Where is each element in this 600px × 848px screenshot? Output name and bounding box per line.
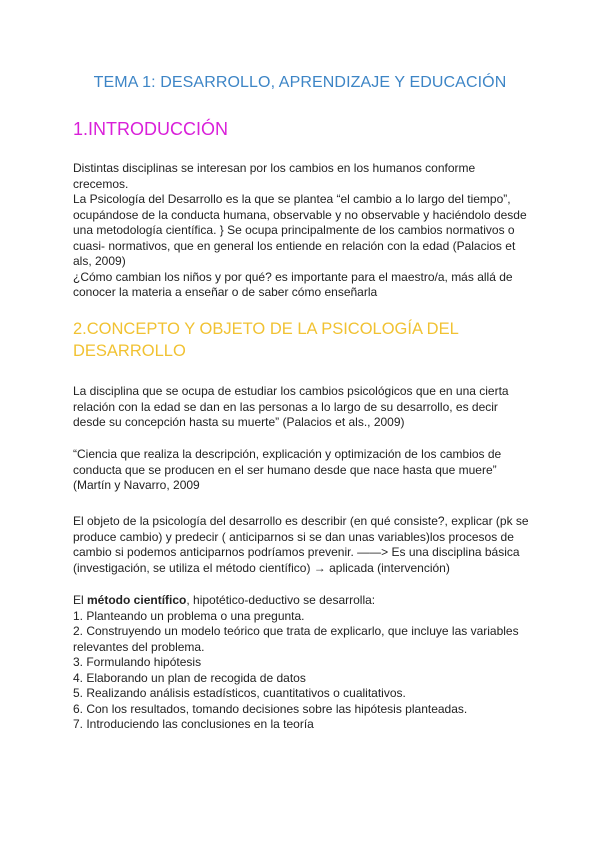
- list-item: 5. Realizando análisis estadísticos, cuantitativos o cualitativos.: [73, 686, 406, 700]
- document-title: TEMA 1: DESARROLLO, APRENDIZAJE Y EDUCACIÓN: [93, 74, 507, 91]
- section-heading-concepto: 2.CONCEPTO Y OBJETO DE LA PSICOLOGÍA DEL DESARROLLO: [73, 320, 459, 360]
- introduction-text: [73, 161, 533, 301]
- paragraph: “Ciencia que realiza la descripción, explicación y optimización de los cambios de conducta que se producen en el ser humano desde que nace hasta que muere” (Martín y Navarro, 2009: [73, 447, 502, 492]
- section-heading-introduccion: 1.INTRODUCCIÓN: [73, 119, 229, 139]
- method-intro-bold: método científico: [87, 593, 187, 607]
- list-item: 2. Construyendo un modelo teórico que trata de explicarlo, que incluye las variables relevantes del problema.: [73, 624, 519, 654]
- scientific-method-section: [73, 593, 533, 733]
- paragraph: Distintas disciplinas se interesan por los cambios en los humanos conforme crecemos.: [73, 161, 476, 191]
- quote-paragraph: [73, 447, 533, 494]
- paragraph: ¿Cómo cambian los niños y por qué? es importante para el maestro/a, más allá de conocer la materia a enseñar o de saber cómo enseñarla: [73, 269, 513, 299]
- list-item: 4. Elaborando un plan de recogida de datos: [73, 670, 306, 685]
- list-item: 1. Planteando un problema o una pregunta.: [73, 608, 305, 623]
- paragraph: La Psicología del Desarrollo es la que se plantea “el cambio a lo largo del tiempo”, ocupándose de la conducta humana, observable y no observable y haciéndolo desde una metodología científica. } Se ocupa principalmente de los cambios normativos o cuasi- normativos, que en general los entiende en relación con la edad (Palacios et als, 2009): [73, 192, 527, 268]
- object-paragraph: [73, 514, 533, 576]
- definition-paragraph: [73, 384, 533, 431]
- method-intro-post: , hipotético-deductivo se desarrolla:: [186, 593, 376, 607]
- method-steps-list: [73, 609, 533, 733]
- paragraph: La disciplina que se ocupa de estudiar los cambios psicológicos que en una cierta relación con la edad se dan en las personas a lo largo de su desarrollo, es decir desde su concepción hasta su muerte” (Palacios et als., 2009): [73, 384, 509, 429]
- paragraph: El objeto de la psicología del desarrollo es describir (en qué consiste?, explicar (pk se produce cambio) y predecir ( anticiparnos si se dan unas variables)los procesos de cambio si podemos anticiparnos podríamos prevenir. ——> Es una disciplina básica (investigación, se utiliza el método científico) → aplicada (intervención): [73, 514, 529, 575]
- list-item: 3. Formulando hipótesis: [73, 655, 202, 669]
- list-item: 6. Con los resultados, tomando decisiones sobre las hipótesis planteadas.: [73, 701, 468, 716]
- method-intro-pre: El: [73, 593, 88, 607]
- list-item: 7. Introduciendo las conclusiones en la teoría: [73, 717, 314, 731]
- method-intro: [73, 593, 533, 609]
